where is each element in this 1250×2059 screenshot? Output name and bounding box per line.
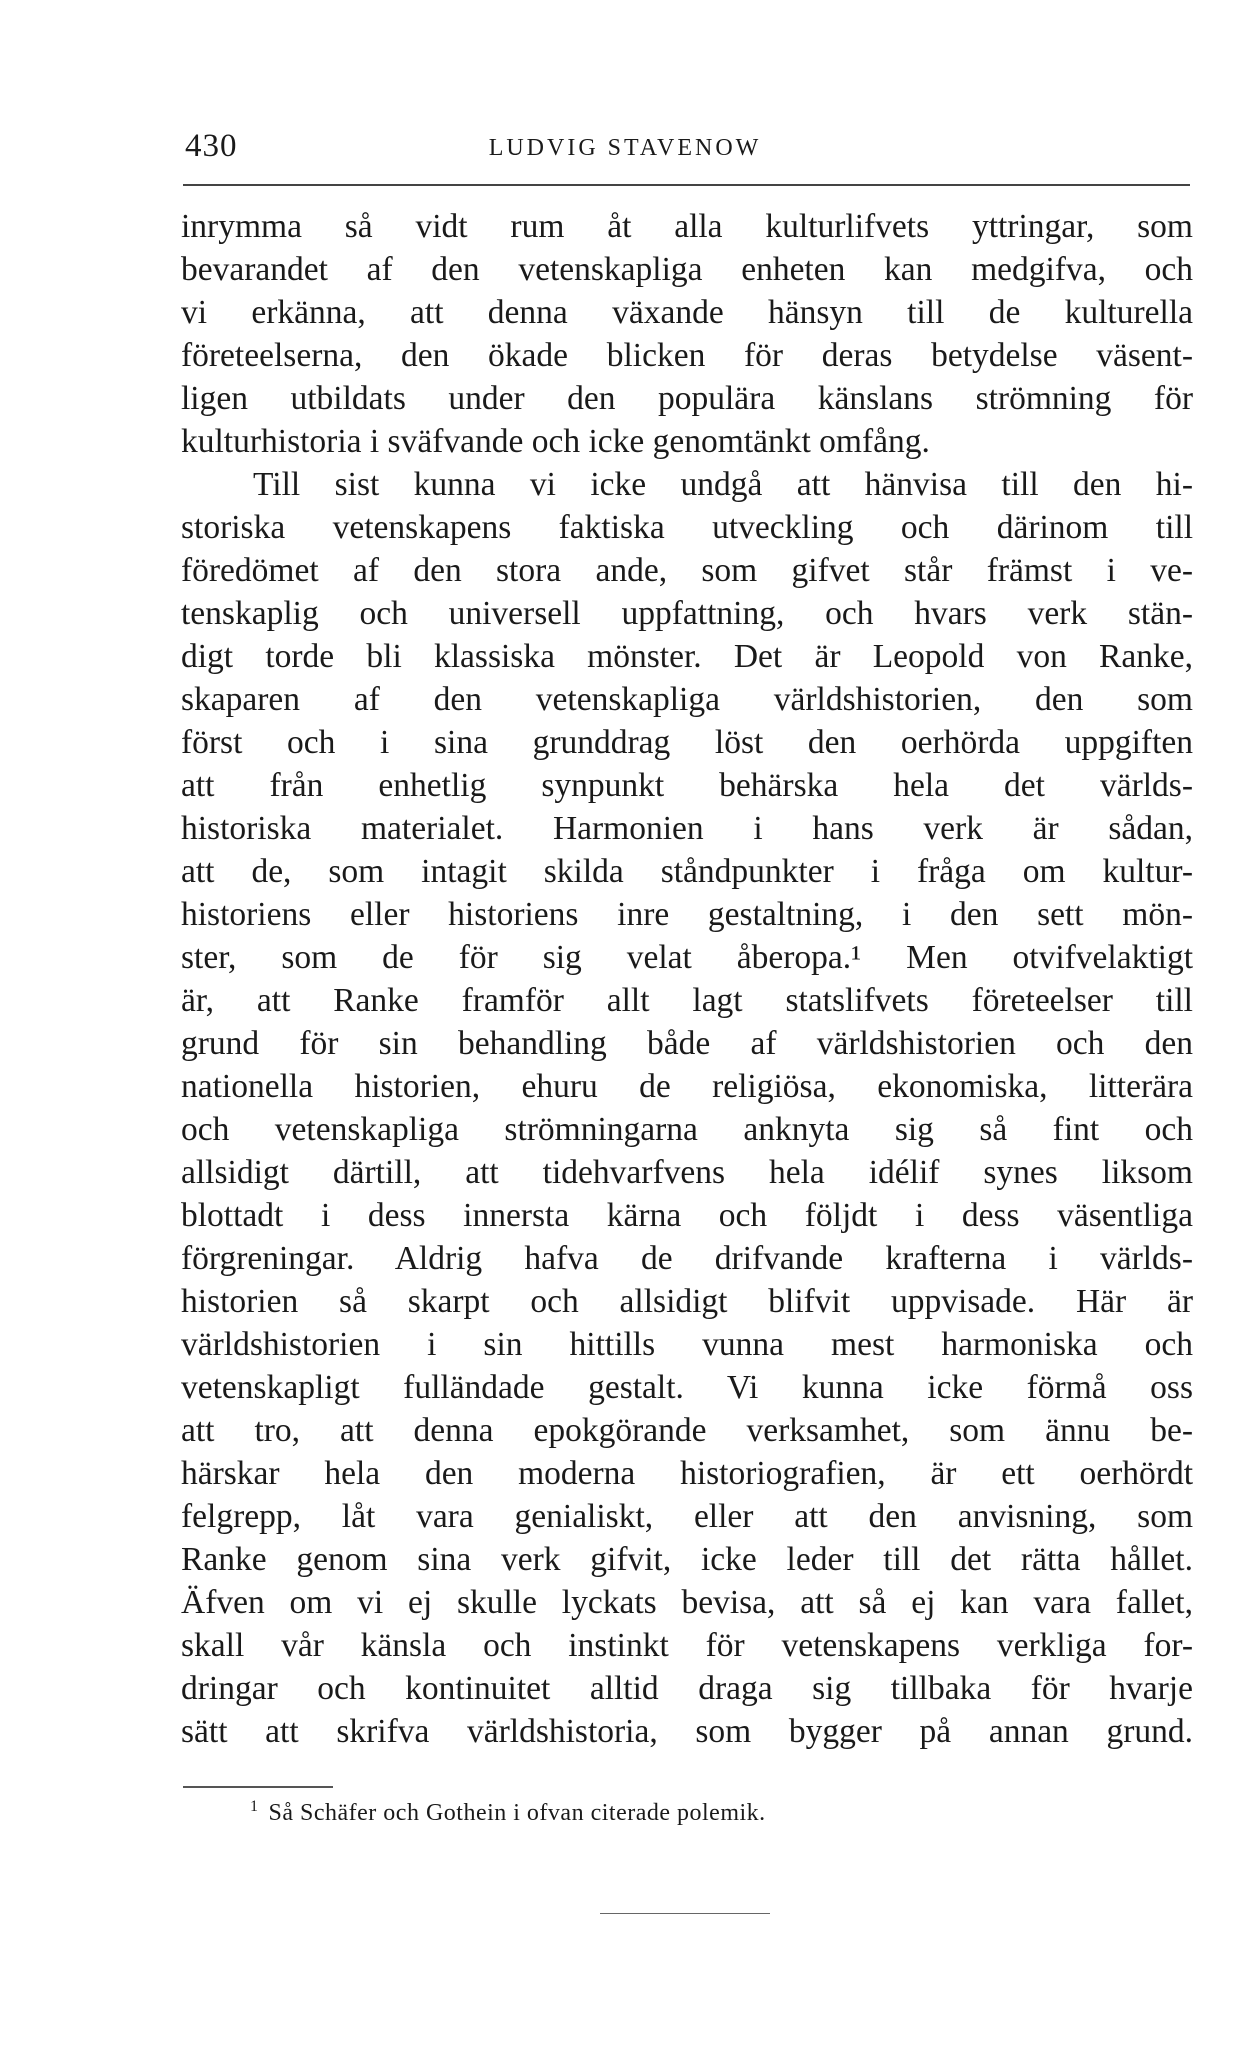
text-line: skall vår känsla och instinkt för vetenskapens verkliga for- xyxy=(181,1627,1193,1664)
text-line: vi erkänna, att denna växande hänsyn till de kulturella xyxy=(181,294,1193,331)
text-line: bevarandet af den vetenskapliga enheten kan medgifva, och xyxy=(181,251,1193,288)
text-line: allsidigt därtill, att tidehvarfvens hela idélif synes liksom xyxy=(181,1154,1193,1191)
text-line: inrymma så vidt rum åt alla kulturlifvets yttringar, som xyxy=(181,208,1193,245)
text-line: ligen utbildats under den populära känslans strömning för xyxy=(181,380,1193,417)
text-line: Till sist kunna vi icke undgå att hänvisa till den hi- xyxy=(253,466,1193,503)
text-line: Äfven om vi ej skulle lyckats bevisa, att så ej kan vara fallet, xyxy=(181,1584,1193,1621)
text-line: förgreningar. Aldrig hafva de drifvande krafterna i världs- xyxy=(181,1240,1193,1277)
text-line: dringar och kontinuitet alltid draga sig tillbaka för hvarje xyxy=(181,1670,1193,1707)
text-line: först och i sina grunddrag löst den oerhörda uppgiften xyxy=(181,724,1193,761)
text-line: härskar hela den moderna historiografien, är ett oerhördt xyxy=(181,1455,1193,1492)
footnote-text: Så Schäfer och Gothein i ofvan citerade polemik. xyxy=(268,1800,766,1826)
text-line: skaparen af den vetenskapliga världshistorien, den som xyxy=(181,681,1193,718)
text-line: att de, som intagit skilda ståndpunkter i fråga om kultur- xyxy=(181,853,1193,890)
text-line: blottadt i dess innersta kärna och följdt i dess väsentliga xyxy=(181,1197,1193,1234)
text-line: föredömet af den stora ande, som gifvet står främst i ve- xyxy=(181,552,1193,589)
text-line: att tro, att denna epokgörande verksamhet, som ännu be- xyxy=(181,1412,1193,1449)
text-line: grund för sin behandling både af världshistorien och den xyxy=(181,1025,1193,1062)
running-title: LUDVIG STAVENOW xyxy=(488,135,762,161)
page-number: 430 xyxy=(185,128,238,164)
bottom-rule xyxy=(600,1913,770,1914)
text-line: nationella historien, ehuru de religiösa, ekonomiska, litterära xyxy=(181,1068,1193,1105)
text-line: är, att Ranke framför allt lagt statslifvets företeelser till xyxy=(181,982,1193,1019)
text-line: Ranke genom sina verk gifvit, icke leder till det rätta hållet. xyxy=(181,1541,1193,1578)
footnote-marker: 1 xyxy=(250,1798,259,1815)
header-rule xyxy=(183,184,1190,186)
footnote-rule xyxy=(183,1786,333,1788)
text-line: historien så skarpt och allsidigt blifvit uppvisade. Här är xyxy=(181,1283,1193,1320)
text-line: tenskaplig och universell uppfattning, och hvars verk stän- xyxy=(181,595,1193,632)
text-line: historiska materialet. Harmonien i hans verk är sådan, xyxy=(181,810,1193,847)
text-line: felgrepp, låt vara genialiskt, eller att den anvisning, som xyxy=(181,1498,1193,1535)
text-line: sätt att skrifva världshistoria, som bygger på annan grund. xyxy=(181,1713,1193,1750)
body-text xyxy=(181,205,1193,1753)
text-line: historiens eller historiens inre gestaltning, i den sett mön- xyxy=(181,896,1193,933)
text-line: företeelserna, den ökade blicken för deras betydelse väsent- xyxy=(181,337,1193,374)
footnote xyxy=(250,1798,766,1827)
text-line: och vetenskapliga strömningarna anknyta sig så fint och xyxy=(181,1111,1193,1148)
text-line: digt torde bli klassiska mönster. Det är Leopold von Ranke, xyxy=(181,638,1193,675)
text-line: storiska vetenskapens faktiska utveckling och därinom till xyxy=(181,509,1193,546)
text-line: vetenskapligt fulländade gestalt. Vi kunna icke förmå oss xyxy=(181,1369,1193,1406)
text-line: världshistorien i sin hittills vunna mest harmoniska och xyxy=(181,1326,1193,1363)
text-line: kulturhistoria i sväfvande och icke genomtänkt omfång. xyxy=(181,423,930,460)
text-line: ster, som de för sig velat åberopa.¹ Men otvifvelaktigt xyxy=(181,939,1193,976)
text-line: att från enhetlig synpunkt behärska hela det världs- xyxy=(181,767,1193,804)
